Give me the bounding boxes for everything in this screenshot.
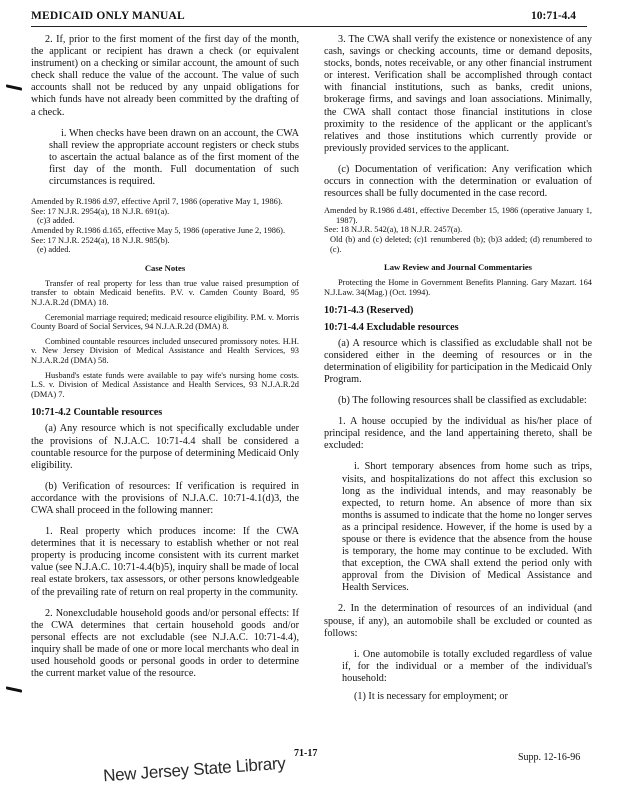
law-review-notes — [324, 278, 592, 297]
case-notes-heading: Case Notes — [144, 262, 186, 273]
paragraph-b-2-i: i. One automobile is totally excluded regardless of value if, for the individual or a member of the individual's household: — [342, 648, 592, 684]
case-notes — [31, 279, 299, 400]
case-note: Transfer of real property for less than true value raised presumption of transfer to obtain Medicaid benefits. P.V. v. Camden County Board, 95 N.J.A.R.2d (DMA) 18. — [31, 278, 299, 307]
law-review-note: Protecting the Home in Government Benefits Planning. Gary Mazart. 164 N.J.Law. 34(Mag.) (Oct. 1994). — [324, 278, 592, 297]
paragraph-a: (a) A resource which is classified as excludable shall not be considered either in the deeming of resources or in the determination of eligibility for participation in the Medicaid Only Program. — [324, 337, 592, 385]
paragraph-c: (c) Documentation of verification: Any verification which occurs in connection with the determination or evaluation of resources shall be fully documented in the case record. — [324, 163, 592, 200]
paragraph-b-1-i: i. Short temporary absences from home such as trips, visits, and hospitalizations do not affect this exclusion so long as the individual intends, and may reasonably be expected, to return home. An absence of more than six months is assumed to indicate that the home no longer serves as a principal residence. However, if the home is used by a spouse or there is evidence that the absence from the house is temporary, the home may continue to be excluded. With that exception, the CWA shall extend the period only with approval from the Division of Medical Assistance and Health Services. — [342, 461, 592, 594]
paragraph-b-2: 2. Nonexcludable household goods and/or personal effects: If the CWA determines that certain household goods and/or personal effects are not excludable (see N.J.A.C. 10:71-4.4), inquiry shall be made of one or more local merchants who deal in used household goods or personal goods in order to determine the current market value of the resource. — [31, 607, 299, 680]
right-column — [324, 34, 592, 703]
section-heading-4-2: 10:71-4.2 Countable resources — [31, 407, 163, 419]
running-header-title: MEDICAID ONLY MANUAL — [31, 10, 185, 22]
paragraph-2-i: i. When checks have been drawn on an account, the CWA shall review the appropriate account registers or check stubs to ascertain the actual balance as of the first moment of the first day of the month. Full documentation of such circumstances is required. — [49, 127, 299, 188]
section-heading-4-3: 10:71-4.3 (Reserved) — [324, 305, 414, 317]
paragraph-b-2-i-1: (1) It is necessary for employment; or — [354, 691, 508, 702]
case-note: Ceremonial marriage required; medicaid resource eligibility. P.M. v. Morris County Board of Social Services, 94 N.J.A.R.2d (DMA) 8. — [31, 312, 299, 332]
left-column — [31, 34, 299, 680]
paragraph-b: (b) Verification of resources: If verification is required in accordance with the provisions of N.J.A.C. 10:71-4.1(d)3, the CWA shall proceed in the following manner: — [31, 480, 299, 516]
paragraph-b-2: 2. In the determination of resources of an individual (and spouse, if any), an automobile shall be excluded or counted as follows: — [324, 603, 592, 639]
margin-change-mark — [6, 84, 22, 90]
supplement-date: Supp. 12-16-96 — [518, 752, 581, 763]
history-note: Amended by R.1986 d.97, effective April 7, 1986 (operative May 1, 1986). See: 17 N.J.R. 2954(a), 18 N.J.R. 691(a). (c)3 added. Amended by R.1986 d.165, effective May 5, 1986 (operative June 2, 1986). See: 17 N.J.R. 2524(a), 18 N.J.R. 985(b). (e) added. — [31, 197, 286, 255]
paragraph-b: (b) The following resources shall be classified as excludable: — [338, 395, 587, 407]
history-note: Amended by R.1986 d.481, effective December 15, 1986 (operative January 1, 1987). See: 18 N.J.R. 542(a), 18 N.J.R. 2457(a). Old (b) and (c) deleted; (c)1 renumbered (b); (b)3 added; (d) renumbered to (c). — [324, 206, 592, 254]
case-note: Combined countable resources included unsecured promissory notes. H.H. v. New Jersey Division of Medical Assistance and Health Services, 93 N.J.A.R.2d (DMA) 58. — [31, 336, 299, 365]
library-stamp: New Jersey State Library — [102, 753, 287, 786]
header-rule — [31, 26, 587, 27]
running-header-section: 10:71-4.4 — [531, 10, 577, 22]
paragraph-b-1: 1. A house occupied by the individual as his/her place of principal residence, and the land appertaining thereto, shall be excluded: — [324, 416, 592, 452]
paragraph-b-1: 1. Real property which produces income: If the CWA determines that it is necessary to establish whether or not real property is producing income consistent with its current market value (see N.J.A.C. 10:71-4.4(b)5), inquiry shall be made of local real estate brokers, tax assessors, or other persons knowledgeable of the prevailing rate of return on real property in the community. — [31, 526, 299, 598]
margin-change-mark — [6, 686, 22, 692]
page-number: 71-17 — [294, 748, 318, 759]
case-note: Husband's estate funds were available to pay wife's nursing home costs. L.S. v. Division of Medical Assistance and Health Services, 93 N.J.A.R.2d (DMA) 7. — [31, 370, 299, 399]
section-heading-4-4: 10:71-4.4 Excludable resources — [324, 321, 459, 333]
paragraph-3: 3. The CWA shall verify the existence or nonexistence of any cash, savings or checking accounts, time or demand deposits, stocks, bonds, notes receivable, or any other financial instrument or interest. Verification shall be accomplished through contact with financial institutions, such as banks, credit unions, brokerage firms, and savings and loan associations. Minimally, the CWA shall contact those financial institutions in close proximity to the residence of the applicant or the applicant's relatives and those institutions which currently provide or previously provided services to the applicant. — [324, 34, 592, 154]
paragraph-a: (a) Any resource which is not specifically excludable under the provisions of N.J.A.C. 10:71-4.4 shall be considered a countable resource for the purpose of determining Medicaid Only eligibility. — [31, 423, 299, 471]
law-review-heading: Law Review and Journal Commentaries — [384, 262, 532, 273]
paragraph-2: 2. If, prior to the first moment of the first day of the month, the applicant or recipient has drawn a check (or equivalent instrument) on a checking or similar account, the amount of such check shall reduce the value of the account. The value of such accounts shall not be reduced by any unpaid obligations for which funds have not already been committed by the drafting of a check. — [31, 34, 299, 118]
